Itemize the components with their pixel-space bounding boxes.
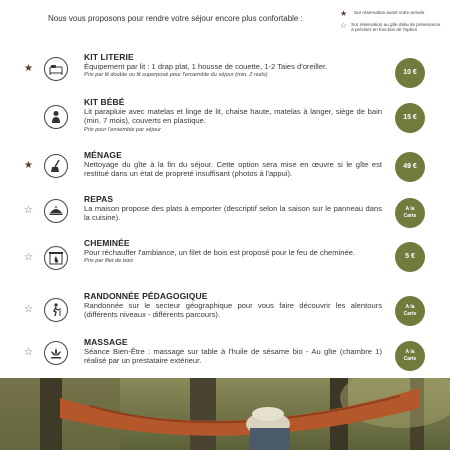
price-badge-line: Carte xyxy=(403,213,417,219)
option-description: Lit parapluie avec matelas et linge de lit, chaise haute, matelas à langer, siège de bain (min. 7 mois), couverts en plastique. xyxy=(84,107,382,126)
option-description: Randonnée sur le secteur géographique pour vous faire découvrir les alentours (différents niveaux - différents parcours). xyxy=(84,301,382,320)
option-note: Prix par lit double ou lit superposé pour l'ensemble du séjour (min. 2 nuits) xyxy=(84,72,268,79)
outline-star-icon: ☆ xyxy=(24,347,33,358)
option-title: MASSAGE xyxy=(84,337,128,347)
outline-star-icon: ☆ xyxy=(340,21,348,30)
massage-icon xyxy=(44,341,68,365)
meal-icon xyxy=(44,199,68,223)
intro-text: Nous vous proposons pour rendre votre séjour encore plus confortable : xyxy=(48,14,303,23)
cleaning-icon xyxy=(44,154,68,178)
filled-star-icon: ★ xyxy=(24,160,33,171)
option-title: REPAS xyxy=(84,194,114,204)
outline-star-icon: ☆ xyxy=(24,205,33,216)
price-badge-line: A la xyxy=(405,206,415,212)
legend-filled-text: Sur réservation avant votre arrivée xyxy=(354,10,425,15)
filled-star-icon: ★ xyxy=(24,63,33,74)
option-description: Séance Bien-Être : massage sur table à l'huile de sésame bio - Au gîte (chambre 1) réalisé par un prestataire extérieur. xyxy=(84,347,382,366)
price-badge: 10 € xyxy=(395,58,425,88)
hammock-photo xyxy=(0,378,450,450)
baby-icon xyxy=(44,105,68,129)
option-description: La maison propose des plats à emporter (descriptif selon la saison sur le panneau dans la cuisine). xyxy=(84,204,382,223)
price-badge-line: Carte xyxy=(403,311,417,317)
price-badge-line: A la xyxy=(405,349,415,355)
option-note: Prix par filet de bois xyxy=(84,258,134,265)
price-badge: 15 € xyxy=(395,103,425,133)
legend-row-outline xyxy=(340,22,444,33)
price-badge-line: Carte xyxy=(403,356,417,362)
outline-star-icon: ☆ xyxy=(24,304,33,315)
fireplace-icon xyxy=(44,246,68,270)
legend-row-filled xyxy=(340,10,444,18)
option-title: KIT LITERIE xyxy=(84,52,134,62)
filled-star-icon: ★ xyxy=(340,9,348,18)
option-title: MÉNAGE xyxy=(84,150,122,160)
price-badge: 49 € xyxy=(395,152,425,182)
option-title: CHEMINÉE xyxy=(84,238,130,248)
option-title: KIT BÉBÉ xyxy=(84,97,125,107)
hiking-icon xyxy=(44,298,68,322)
option-description: Pour réchauffer l'ambiance, un filet de bois est proposé pour le feu de cheminée. xyxy=(84,248,356,257)
option-title: RANDONNÉE PÉDAGOGIQUE xyxy=(84,291,208,301)
price-badge-line: A la xyxy=(405,304,415,310)
option-description: Nettoyage du gîte à la fin du séjour. Cette option sera mise en œuvre si le gîte est restitué dans un état de propreté insuffisant (photos à l'appui). xyxy=(84,160,382,179)
outline-star-icon: ☆ xyxy=(24,252,33,263)
legend-outline-text: Sur réservation au gîte délai de prévenance à préciser en fonction de l'option xyxy=(351,22,441,33)
price-badge xyxy=(395,341,425,371)
price-badge xyxy=(395,296,425,326)
price-badge: 5 € xyxy=(395,242,425,272)
legend xyxy=(340,10,444,37)
bedding-icon xyxy=(44,57,68,81)
price-badge xyxy=(395,198,425,228)
option-description: Équipement par lit : 1 drap plat, 1 housse de couette, 1-2 Taies d'oreiller. xyxy=(84,62,328,71)
option-note: Prix pour l'ensemble par séjour xyxy=(84,126,161,133)
